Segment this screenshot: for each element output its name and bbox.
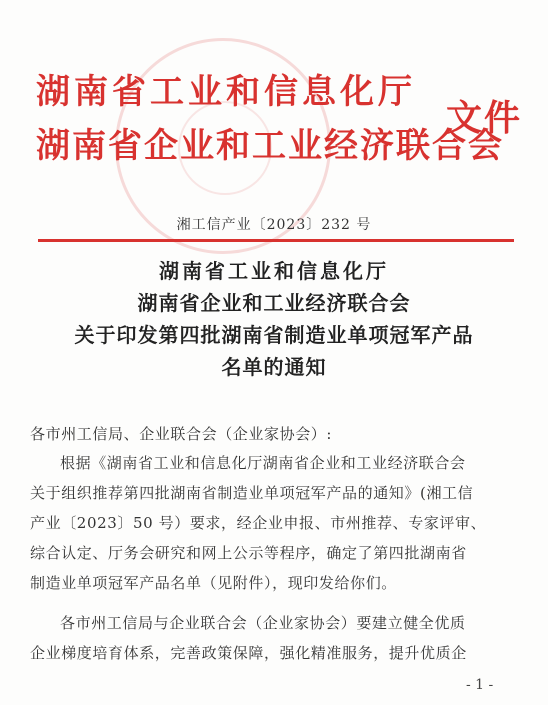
- issuer-line-1: 湖南省工业和信息化厅: [36, 72, 416, 112]
- title-line-4: 名单的通知: [221, 355, 327, 379]
- paragraph-2-line: 企业梯度培育体系，完善政策保障，强化精准服务，提升优质企: [30, 644, 467, 662]
- title-line-3: 关于印发第四批湖南省制造业单项冠军产品: [74, 323, 474, 347]
- title-line-2: 湖南省企业和工业经济联合会: [137, 291, 411, 315]
- red-divider-line: [38, 239, 514, 242]
- document-word: 文件: [446, 97, 523, 139]
- title-line-1: 湖南省工业和信息化厅: [159, 259, 389, 283]
- paragraph-1-line: 产业〔2023〕50 号）要求，经企业申报、市州推荐、专家评审、: [30, 514, 487, 532]
- paragraph-1-line: 综合认定、厅务会研究和网上公示等程序，确定了第四批湖南省: [30, 544, 467, 562]
- issuer-line-2: 湖南省企业和工业经济联合会: [36, 126, 504, 166]
- page-number: - 1 -: [466, 677, 494, 693]
- paragraph-1-line: 关于组织推荐第四批湖南省制造业单项冠军产品的通知》(湘工信: [30, 484, 474, 502]
- paragraph-2-line: 各市州工信局与企业联合会（企业家协会）要建立健全优质: [60, 614, 466, 632]
- paragraph-1-line: 根据《湖南省工业和信息化厅湖南省企业和工业经济联合会: [60, 454, 466, 472]
- document-number: 湘工信产业〔2023〕232 号: [176, 217, 372, 233]
- paragraph-1-line: 制造业单项冠军产品名单（见附件），现印发给你们。: [30, 574, 397, 592]
- salutation: 各市州工信局、企业联合会（企业家协会）:: [30, 425, 333, 443]
